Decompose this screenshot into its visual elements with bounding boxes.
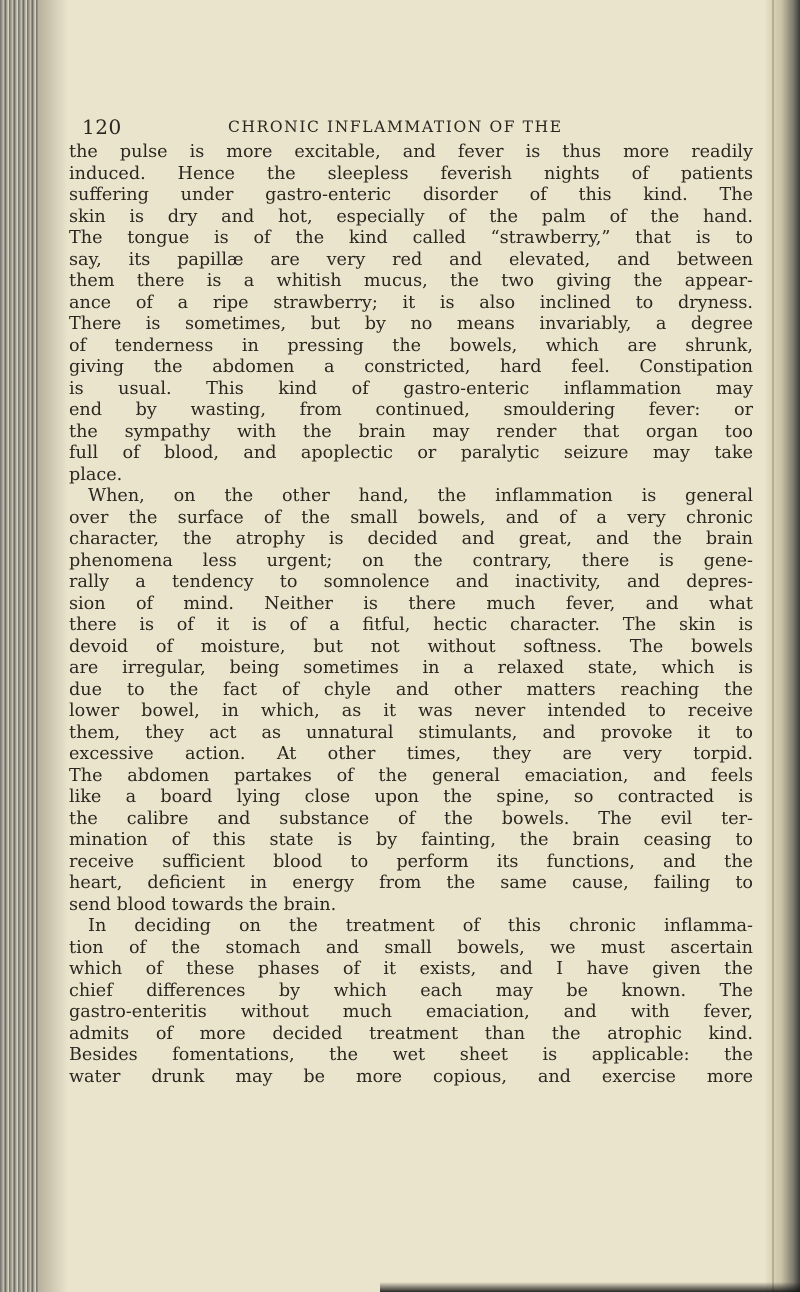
text-line: chief differences by which each may be known. The bbox=[69, 980, 753, 1001]
text-line: over the surface of the small bowels, and of a very chronic bbox=[69, 507, 753, 528]
text-line: the sympathy with the brain may render that organ too bbox=[69, 421, 753, 442]
text-line: induced. Hence the sleepless feverish nights of patients bbox=[69, 163, 753, 184]
text-line: are irregular, being sometimes in a relaxed state, which is bbox=[69, 658, 753, 678]
text-line: full of blood, and apoplectic or paralytic seizure may take bbox=[69, 443, 753, 463]
text-line: admits of more decided treatment than the atrophic kind. bbox=[69, 1023, 753, 1044]
text-line: The tongue is of the kind called “strawberry,” that is to bbox=[69, 228, 753, 248]
bottom-shadow bbox=[380, 1282, 800, 1292]
gutter-shadow bbox=[38, 0, 68, 1292]
text-line: them, they act as unnatural stimulants, and provoke it to bbox=[69, 722, 753, 743]
text-line: When, on the other hand, the inflammation is general bbox=[88, 486, 753, 506]
text-line: There is sometimes, but by no means invariably, a degree bbox=[69, 314, 753, 334]
text-line: end by wasting, from continued, smouldering fever: or bbox=[69, 400, 753, 420]
text-line: like a board lying close upon the spine, so contracted is bbox=[69, 787, 753, 807]
page-header bbox=[82, 115, 762, 145]
text-line: due to the fact of chyle and other matters reaching the bbox=[69, 679, 753, 700]
paragraph bbox=[69, 486, 753, 916]
text-line: mination of this state is by fainting, the brain ceasing to bbox=[69, 830, 753, 850]
text-line: giving the abdomen a constricted, hard feel. Constipation bbox=[69, 357, 753, 377]
running-head: CHRONIC INFLAMMATION OF THE bbox=[228, 118, 563, 136]
text-line: the calibre and substance of the bowels. The evil ter- bbox=[69, 808, 753, 829]
text-line: ance of a ripe strawberry; it is also inclined to dryness. bbox=[69, 292, 753, 313]
text-line: them there is a whitish mucus, the two giving the appear- bbox=[69, 271, 753, 291]
text-line: devoid of moisture, but not without softness. The bowels bbox=[69, 636, 753, 657]
text-line: place. bbox=[69, 464, 123, 485]
paragraph bbox=[69, 916, 753, 1088]
text-line: send blood towards the brain. bbox=[69, 894, 337, 915]
text-line: phenomena less urgent; on the contrary, there is gene- bbox=[69, 550, 753, 571]
text-line: say, its papillæ are very red and elevated, and between bbox=[69, 249, 753, 270]
text-line: the pulse is more excitable, and fever is thus more readily bbox=[69, 142, 753, 162]
body-text bbox=[69, 142, 753, 1088]
text-line: sion of mind. Neither is there much fever, and what bbox=[69, 593, 753, 614]
text-line: skin is dry and hot, especially of the palm of the hand. bbox=[69, 206, 753, 227]
text-line: lower bowel, in which, as it was never intended to receive bbox=[69, 701, 753, 721]
text-line: which of these phases of it exists, and I have given the bbox=[69, 959, 753, 979]
text-line: Besides fomentations, the wet sheet is applicable: the bbox=[69, 1045, 753, 1065]
text-line: In deciding on the treatment of this chronic inflamma- bbox=[88, 916, 753, 936]
text-line: there is of it is of a fitful, hectic character. The skin is bbox=[69, 615, 753, 635]
text-line: gastro-enteritis without much emaciation, and with fever, bbox=[69, 1002, 753, 1022]
text-line: suffering under gastro-enteric disorder of this kind. The bbox=[69, 185, 753, 205]
text-line: is usual. This kind of gastro-enteric inflammation may bbox=[69, 378, 753, 399]
text-line: The abdomen partakes of the general emaciation, and feels bbox=[69, 765, 753, 786]
page-edge-line bbox=[772, 0, 774, 1292]
text-line: tion of the stomach and small bowels, we must ascertain bbox=[69, 937, 753, 958]
text-line: rally a tendency to somnolence and inactivity, and depres- bbox=[69, 572, 753, 592]
paragraph bbox=[69, 142, 753, 486]
text-line: excessive action. At other times, they are very torpid. bbox=[69, 744, 753, 764]
text-line: water drunk may be more copious, and exercise more bbox=[69, 1066, 753, 1087]
text-line: heart, deficient in energy from the same cause, failing to bbox=[69, 873, 753, 893]
text-line: of tenderness in pressing the bowels, which are shrunk, bbox=[69, 335, 753, 356]
binding-gutter bbox=[0, 0, 38, 1292]
text-line: character, the atrophy is decided and great, and the brain bbox=[69, 529, 753, 549]
page-number: 120 bbox=[82, 115, 122, 139]
text-line: receive sufficient blood to perform its functions, and the bbox=[69, 851, 753, 872]
